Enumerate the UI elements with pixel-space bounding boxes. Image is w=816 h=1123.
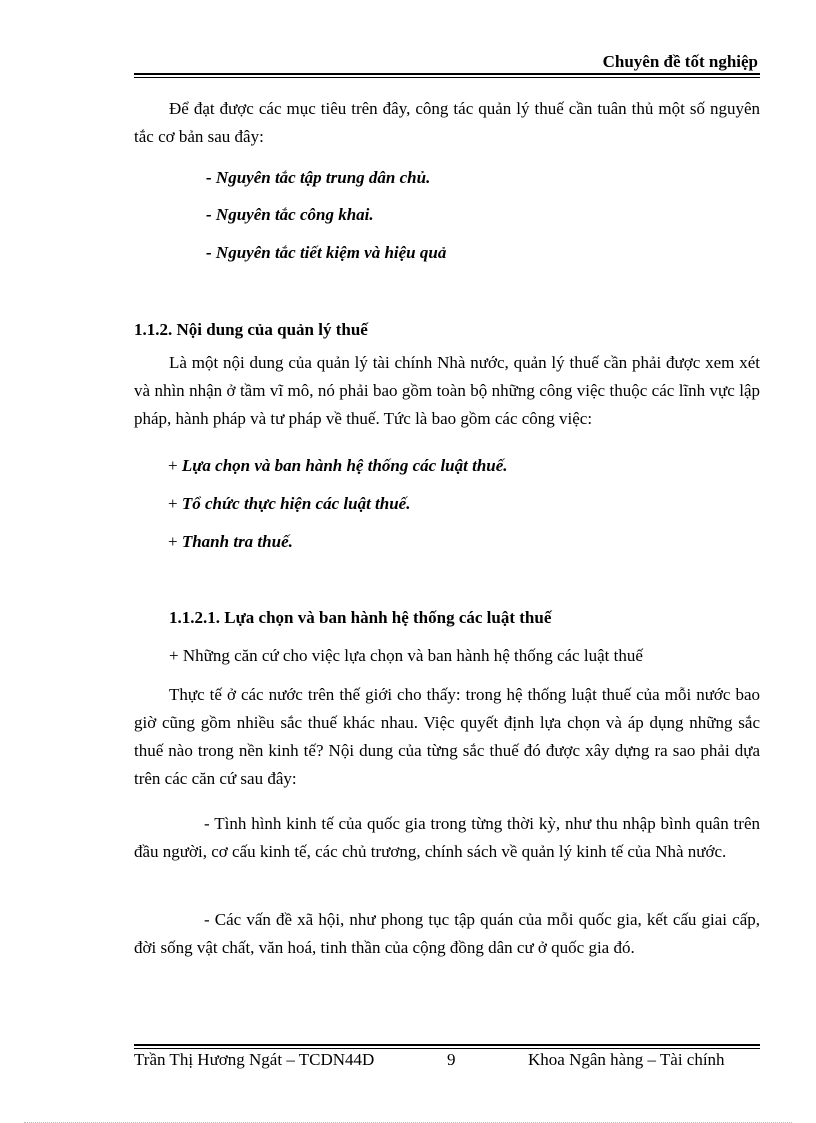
subsection-subheading: + Những căn cứ cho việc lựa chọn và ban hành hệ thống các luật thuế [169, 646, 643, 665]
content-item-prefix: + [168, 532, 182, 551]
intro-paragraph: Để đạt được các mục tiêu trên đây, công tác quản lý thuế cần tuân thủ một số nguyên tắc cơ bản sau đây: [134, 99, 760, 146]
content-item [168, 532, 293, 552]
principle-item: - Nguyên tắc tiết kiệm và hiệu quả [206, 243, 447, 262]
footer-author: Trần Thị Hương Ngát – TCDN44D [134, 1050, 375, 1069]
section-paragraph: Là một nội dung của quản lý tài chính Nhà nước, quản lý thuế cần phải được xem xét và nhìn nhận ở tầm vĩ mô, nó phải bao gồm toàn bộ những công việc thuộc các lĩnh vực lập pháp, hành pháp và tư pháp về thuế. Tức là bao gồm các công việc: [134, 353, 760, 428]
subsection-paragraph: Thực tế ở các nước trên thế giới cho thấy: trong hệ thống luật thuế của mỗi nước bao giờ cũng gồm nhiều sắc thuế khác nhau. Việc quyết định lựa chọn và áp dụng những sắc thuế nào trong nền kinh tế? Nội dung của từng sắc thuế đó được xây dựng ra sao phải dựa trên các căn cứ sau đây: [134, 685, 760, 788]
content-item-text: Thanh tra thuế. [181, 532, 293, 551]
principle-item: - Nguyên tắc tập trung dân chủ. [206, 168, 431, 187]
subsection-heading: 1.1.2.1. Lựa chọn và ban hành hệ thống các luật thuế [169, 608, 552, 627]
principle-item: - Nguyên tắc công khai. [206, 205, 374, 224]
header-title: Chuyên đề tốt nghiệp [602, 52, 758, 71]
basis-item-economy: - Tình hình kinh tế của quốc gia trong từng thời kỳ, như thu nhập bình quân trên đầu người, cơ cấu kinh tế, các chủ trương, chính sách về quản lý kinh tế của Nhà nước. [134, 814, 760, 861]
footer-rule-thin [134, 1048, 760, 1049]
header-rule-thick [134, 73, 760, 75]
section-heading: 1.1.2. Nội dung của quản lý thuế [134, 320, 368, 339]
footer-page-number: 9 [447, 1050, 456, 1069]
content-item [168, 494, 410, 514]
content-item [168, 456, 508, 476]
content-item-text: Tổ chức thực hiện các luật thuế. [181, 494, 411, 513]
content-item-prefix: + [168, 456, 182, 475]
basis-item-society: - Các vấn đề xã hội, như phong tục tập quán của mỗi quốc gia, kết cấu giai cấp, đời sống vật chất, văn hoá, tinh thần của cộng đồng dân cư ở quốc gia đó. [134, 910, 760, 957]
footer-faculty: Khoa Ngân hàng – Tài chính [528, 1050, 725, 1069]
header-rule-thin [134, 77, 760, 78]
content-item-text: Lựa chọn và ban hành hệ thống các luật thuế. [181, 456, 508, 475]
content-item-prefix: + [168, 494, 182, 513]
footer-rule-thick [134, 1044, 760, 1046]
